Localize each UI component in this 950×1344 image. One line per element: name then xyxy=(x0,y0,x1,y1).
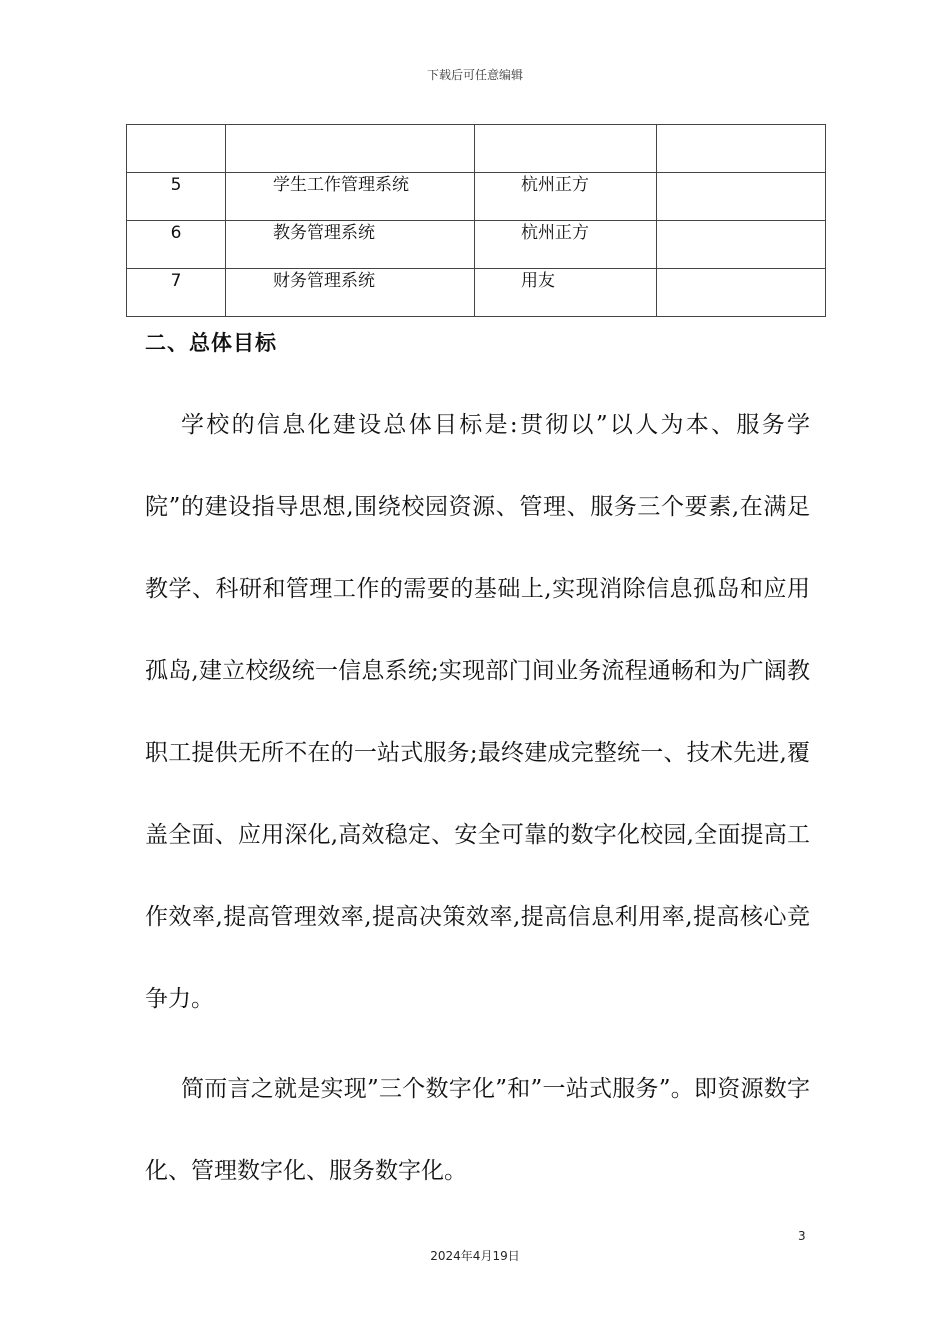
table-cell-vendor: 用友 xyxy=(475,269,657,317)
table-cell-note xyxy=(657,221,826,269)
table-row xyxy=(127,269,826,317)
table-cell-name: 学生工作管理系统 xyxy=(226,173,475,221)
body-paragraph: 学校的信息化建设总体目标是:贯彻以”以人为本、服务学院”的建设指导思想,围绕校园资源、管理、服务三个要素,在满足教学、科研和管理工作的需要的基础上,实现消除信息孤岛和应用孤岛,建立校级统一信息系统;实现部门间业务流程通畅和为广阔教职工提供无所不在的一站式服务;最终建成完整统一、技术先进,覆盖全面、应用深化,高效稳定、安全可靠的数字化校园,全面提高工作效率,提高管理效率,提高决策效率,提高信息利用率,提高核心竞争力。 xyxy=(145,412,810,1012)
section-heading: 二、总体目标 xyxy=(145,331,277,355)
table-cell-no xyxy=(127,125,226,173)
body-paragraph: 简而言之就是实现”三个数字化”和”一站式服务”。即资源数字化、管理数字化、服务数字化。 xyxy=(145,1076,810,1184)
footer-date: 2024年4月19日 xyxy=(430,1249,520,1263)
table-cell-no: 7 xyxy=(127,269,226,317)
table-cell-name: 教务管理系统 xyxy=(226,221,475,269)
system-table xyxy=(126,124,826,317)
table-row xyxy=(127,173,826,221)
table-cell-vendor: 杭州正方 xyxy=(475,173,657,221)
table-row xyxy=(127,221,826,269)
table-cell-note xyxy=(657,269,826,317)
header-note: 下载后可任意编辑 xyxy=(426,68,523,82)
page-number: 3 xyxy=(798,1229,806,1243)
table-cell-note xyxy=(657,173,826,221)
table-cell-vendor: 杭州正方 xyxy=(475,221,657,269)
table-cell-name: 财务管理系统 xyxy=(226,269,475,317)
table-row xyxy=(127,125,826,173)
table-cell-note xyxy=(657,125,826,173)
table-cell-no: 6 xyxy=(127,221,226,269)
table-cell-vendor xyxy=(475,125,657,173)
table-cell-name xyxy=(226,125,475,173)
table-cell-no: 5 xyxy=(127,173,226,221)
